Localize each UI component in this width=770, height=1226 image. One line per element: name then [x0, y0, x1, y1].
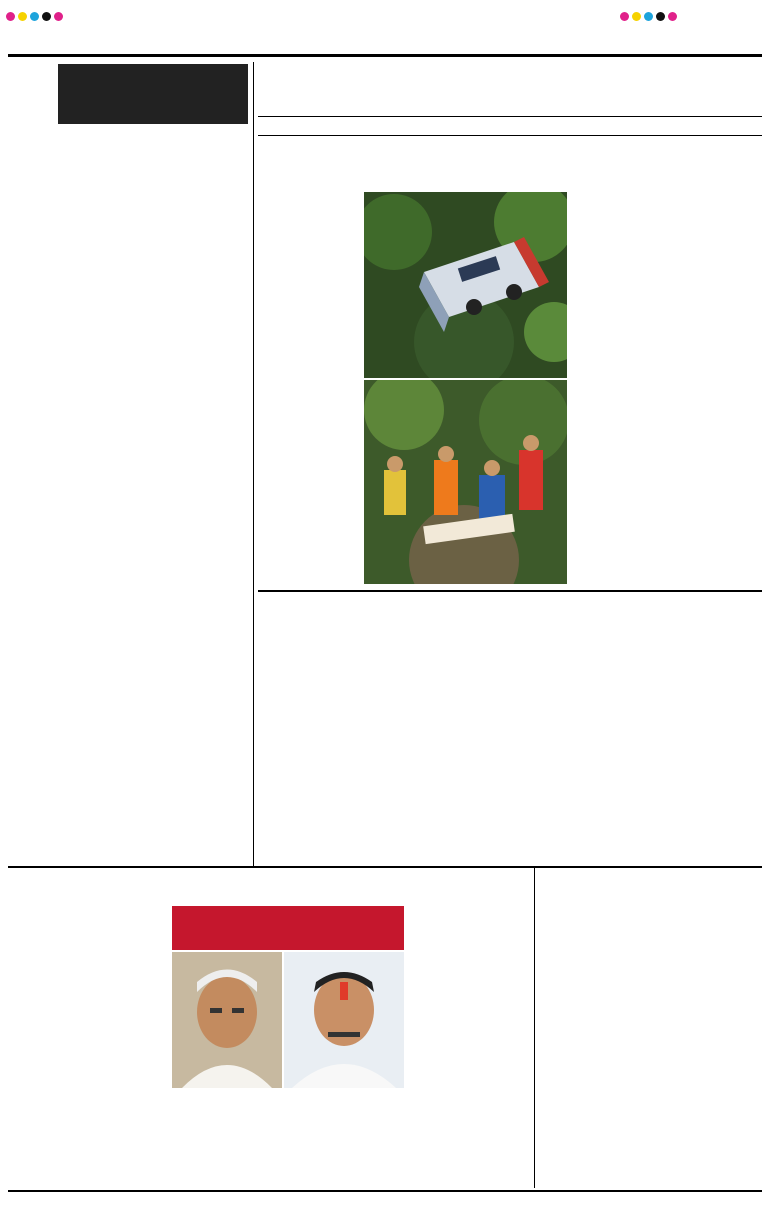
story1-bottom-rule: [258, 590, 762, 592]
bus-accident-photo-image: [364, 192, 567, 378]
story2-col3: [514, 626, 636, 860]
header-rule: [8, 54, 762, 57]
story3-caption-right: [290, 1092, 404, 1186]
editorial-divider: [253, 62, 254, 866]
editorial-banner: [58, 64, 248, 124]
story1-col4: [572, 142, 762, 584]
story2-col1: [258, 626, 380, 860]
rescue-photo-image: [364, 380, 567, 584]
story1-col1: [258, 142, 358, 584]
story3-box-title-bg: [172, 906, 404, 950]
story1-subhead-bar: [258, 116, 762, 136]
ganesh-godiyal-photo: [284, 952, 404, 1088]
story3-col3: [412, 908, 530, 1186]
lower-rule: [8, 1190, 762, 1192]
story1-col2: [364, 142, 463, 186]
rescue-photo: [364, 380, 567, 584]
color-registration-dots-top-right: [620, 6, 680, 25]
color-registration-dots-top-left: [6, 6, 66, 25]
story3-caption-left: [172, 1092, 282, 1186]
story3-divider: [534, 868, 535, 1188]
harish-rawat-photo-image: [172, 952, 282, 1088]
story2-col2: [386, 626, 508, 860]
story3-col1: [14, 908, 166, 1186]
story4-body: [538, 922, 762, 1188]
story1-col3: [468, 142, 566, 186]
ganesh-godiyal-photo-image: [284, 952, 404, 1088]
mid-rule: [8, 866, 762, 868]
editorial-body: [14, 150, 250, 862]
story2-col4: [642, 626, 762, 860]
harish-rawat-photo: [172, 952, 282, 1088]
bus-accident-photo: [364, 192, 567, 378]
